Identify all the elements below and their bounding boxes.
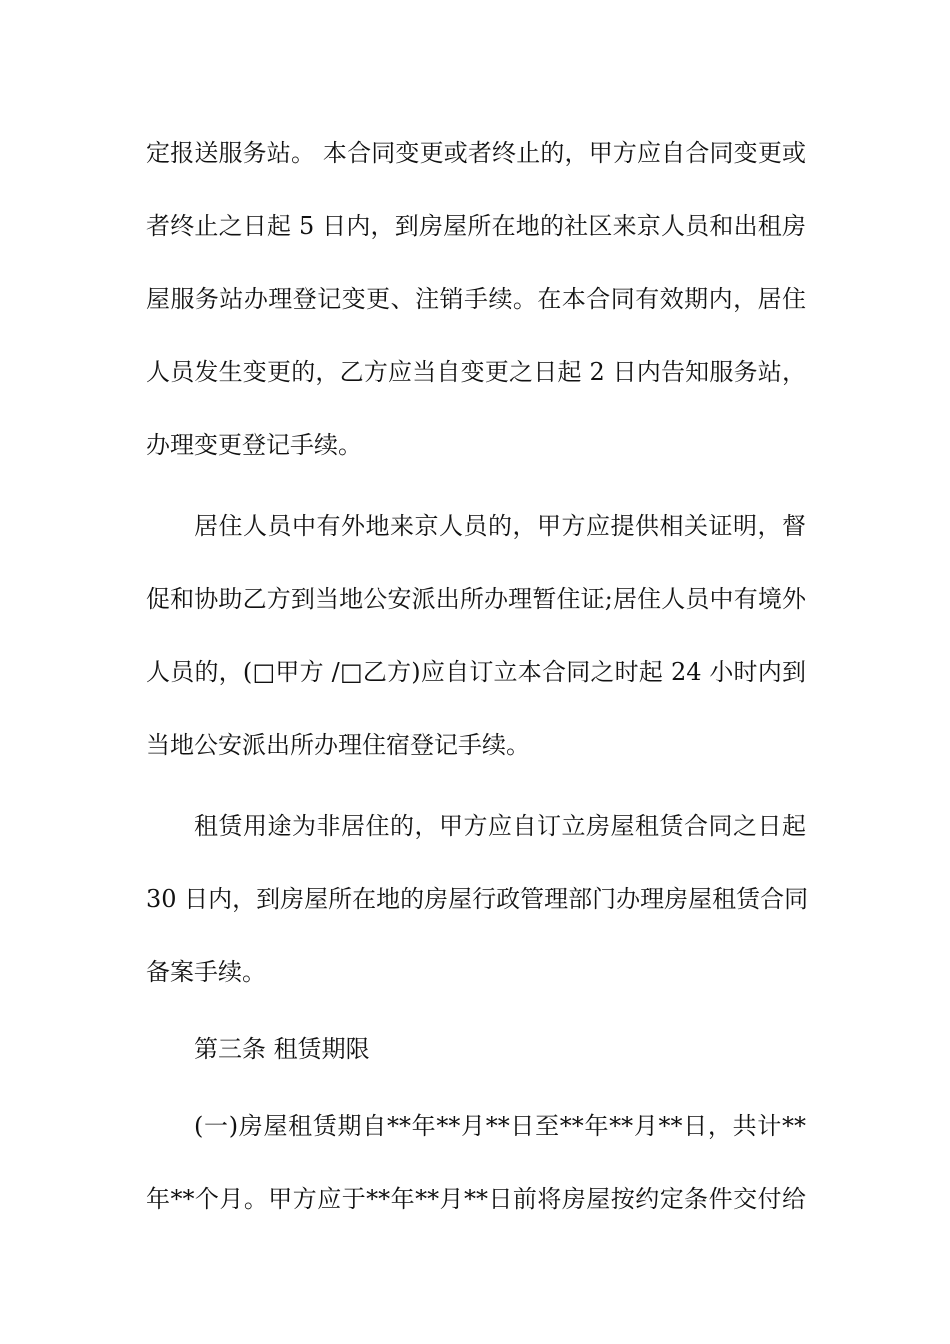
text-line: 年**个月。甲方应于**年**月**日前将房屋按约定条件交付给 bbox=[146, 1185, 806, 1213]
text-line: 者终止之日起 5 日内，到房屋所在地的社区来京人员和出租房 bbox=[146, 212, 806, 240]
section-heading: 第三条 租赁期限 bbox=[194, 1035, 370, 1063]
text-line: 备案手续。 bbox=[146, 958, 266, 986]
text-line: 当地公安派出所办理住宿登记手续。 bbox=[146, 731, 530, 759]
text-line: 人员的，(□甲方 /□乙方)应自订立本合同之时起 24 小时内到 bbox=[146, 658, 806, 686]
paragraph-first-line: (一)房屋租赁期自**年**月**日至**年**月**日，共计** bbox=[194, 1112, 806, 1140]
text-line: 人员发生变更的，乙方应当自变更之日起 2 日内告知服务站， bbox=[146, 358, 806, 386]
text-line: 屋服务站办理登记变更、注销手续。在本合同有效期内，居住 bbox=[146, 285, 806, 313]
text-line: 30 日内，到房屋所在地的房屋行政管理部门办理房屋租赁合同 bbox=[146, 885, 809, 913]
paragraph-first-line: 租赁用途为非居住的，甲方应自订立房屋租赁合同之日起 bbox=[194, 812, 806, 840]
paragraph-first-line: 居住人员中有外地来京人员的，甲方应提供相关证明，督 bbox=[194, 512, 806, 540]
text-line: 促和协助乙方到当地公安派出所办理暂住证;居住人员中有境外 bbox=[146, 585, 806, 613]
text-line: 定报送服务站。 本合同变更或者终止的，甲方应自合同变更或 bbox=[146, 139, 806, 167]
text-line: 办理变更登记手续。 bbox=[146, 431, 362, 459]
